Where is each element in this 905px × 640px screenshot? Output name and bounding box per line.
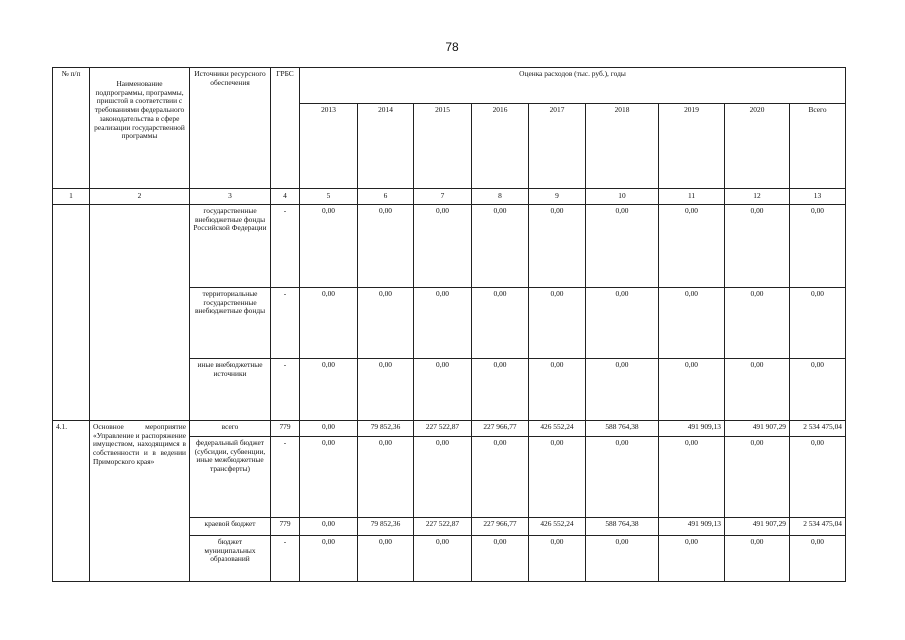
col-number: 11 (659, 189, 725, 205)
page-number: 78 (445, 40, 459, 54)
year-header: 2013 (300, 104, 358, 189)
header-col-source: Источники ресурсного обеспечения (190, 68, 271, 189)
value-cell: 227 966,77 (472, 421, 529, 437)
value-cell: 0,00 (358, 205, 414, 288)
value-cell: 0,00 (529, 437, 586, 518)
value-cell: 0,00 (725, 359, 790, 421)
value-cell: 0,00 (358, 536, 414, 582)
year-header: 2014 (358, 104, 414, 189)
value-cell: 491 907,29 (725, 518, 790, 536)
year-header: 2016 (472, 104, 529, 189)
value-cell: 0,00 (472, 437, 529, 518)
grbs-cell: 779 (271, 421, 300, 437)
value-cell: 79 852,36 (358, 421, 414, 437)
grbs-cell: - (271, 205, 300, 288)
value-cell: 0,00 (659, 288, 725, 359)
value-cell: 0,00 (790, 536, 846, 582)
source-cell: территориальные государственные внебюджетные фонды (190, 288, 271, 359)
value-cell: 0,00 (586, 205, 659, 288)
value-cell: 0,00 (790, 288, 846, 359)
value-cell: 491 909,13 (659, 421, 725, 437)
value-cell: 0,00 (790, 359, 846, 421)
col-number: 3 (190, 189, 271, 205)
col-number: 10 (586, 189, 659, 205)
col-number: 7 (414, 189, 472, 205)
value-cell: 588 764,38 (586, 421, 659, 437)
value-cell: 0,00 (725, 205, 790, 288)
value-cell: 0,00 (725, 288, 790, 359)
value-cell: 2 534 475,04 (790, 421, 846, 437)
header-col-grbs: ГРБС (271, 68, 300, 189)
row-name-cell: Основное мероприятие «Управление и распоряжение имуществом, находящимся в собственности и в ведении Приморского края» (90, 421, 190, 582)
value-cell: 491 909,13 (659, 518, 725, 536)
year-header: 2015 (414, 104, 472, 189)
value-cell: 0,00 (472, 359, 529, 421)
value-cell: 0,00 (659, 205, 725, 288)
col-number: 5 (300, 189, 358, 205)
value-cell: 0,00 (586, 437, 659, 518)
table-row (53, 421, 846, 437)
row-number-cell: 4.1. (53, 421, 90, 582)
value-cell: 0,00 (414, 437, 472, 518)
header-col-estimate: Оценка расходов (тыс. руб.), годы (300, 68, 846, 104)
value-cell: 0,00 (414, 205, 472, 288)
column-number-row (53, 189, 846, 205)
col-number: 6 (358, 189, 414, 205)
value-cell: 227 522,87 (414, 421, 472, 437)
value-cell: 0,00 (358, 437, 414, 518)
header-row-1 (53, 68, 846, 104)
value-cell: 0,00 (414, 359, 472, 421)
source-cell: всего (190, 421, 271, 437)
col-number: 2 (90, 189, 190, 205)
source-cell: государственные внебюджетные фонды Российской Федерации (190, 205, 271, 288)
value-cell: 0,00 (300, 536, 358, 582)
value-cell: 0,00 (300, 518, 358, 536)
value-cell: 0,00 (790, 437, 846, 518)
col-number: 12 (725, 189, 790, 205)
value-cell: 0,00 (725, 437, 790, 518)
col-number: 4 (271, 189, 300, 205)
year-header: 2019 (659, 104, 725, 189)
value-cell: 2 534 475,04 (790, 518, 846, 536)
year-header: 2020 (725, 104, 790, 189)
value-cell: 0,00 (725, 536, 790, 582)
col-number: 8 (472, 189, 529, 205)
row-number-cell (53, 205, 90, 421)
year-header: 2018 (586, 104, 659, 189)
value-cell: 0,00 (529, 288, 586, 359)
value-cell: 491 907,29 (725, 421, 790, 437)
value-cell: 0,00 (586, 288, 659, 359)
grbs-cell: - (271, 437, 300, 518)
table-row (53, 205, 846, 288)
value-cell: 0,00 (529, 359, 586, 421)
value-cell: 227 522,87 (414, 518, 472, 536)
col-number: 1 (53, 189, 90, 205)
value-cell: 0,00 (472, 205, 529, 288)
value-cell: 0,00 (790, 205, 846, 288)
col-number: 9 (529, 189, 586, 205)
value-cell: 0,00 (472, 536, 529, 582)
value-cell: 0,00 (300, 205, 358, 288)
value-cell: 0,00 (586, 359, 659, 421)
grbs-cell: 779 (271, 518, 300, 536)
value-cell: 0,00 (300, 437, 358, 518)
value-cell: 0,00 (300, 288, 358, 359)
source-cell: иные внебюджетные источники (190, 359, 271, 421)
value-cell: 426 552,24 (529, 421, 586, 437)
value-cell: 0,00 (358, 359, 414, 421)
value-cell: 0,00 (586, 536, 659, 582)
year-header: Всего (790, 104, 846, 189)
value-cell: 0,00 (659, 536, 725, 582)
value-cell: 0,00 (414, 288, 472, 359)
value-cell: 0,00 (472, 288, 529, 359)
value-cell: 0,00 (529, 205, 586, 288)
header-col-no: № п/п (53, 68, 90, 189)
value-cell: 0,00 (659, 437, 725, 518)
source-cell: федеральный бюджет (субсидии, субвенции, иные межбюджетные трансферты) (190, 437, 271, 518)
value-cell: 0,00 (300, 421, 358, 437)
value-cell: 0,00 (529, 536, 586, 582)
source-cell: краевой бюджет (190, 518, 271, 536)
value-cell: 0,00 (414, 536, 472, 582)
value-cell: 0,00 (358, 288, 414, 359)
value-cell: 0,00 (659, 359, 725, 421)
grbs-cell: - (271, 536, 300, 582)
header-col-name: Наименование подпрограммы, программы, пришстой в соответствии с требованиями федерального законодательства в сфере реализации государственной программы (90, 68, 190, 189)
col-number: 13 (790, 189, 846, 205)
value-cell: 0,00 (300, 359, 358, 421)
row-name-cell (90, 205, 190, 421)
year-header: 2017 (529, 104, 586, 189)
grbs-cell: - (271, 359, 300, 421)
expenditure-table (52, 67, 846, 582)
source-cell: бюджет муниципальных образований (190, 536, 271, 582)
value-cell: 227 966,77 (472, 518, 529, 536)
grbs-cell: - (271, 288, 300, 359)
value-cell: 588 764,38 (586, 518, 659, 536)
value-cell: 79 852,36 (358, 518, 414, 536)
value-cell: 426 552,24 (529, 518, 586, 536)
